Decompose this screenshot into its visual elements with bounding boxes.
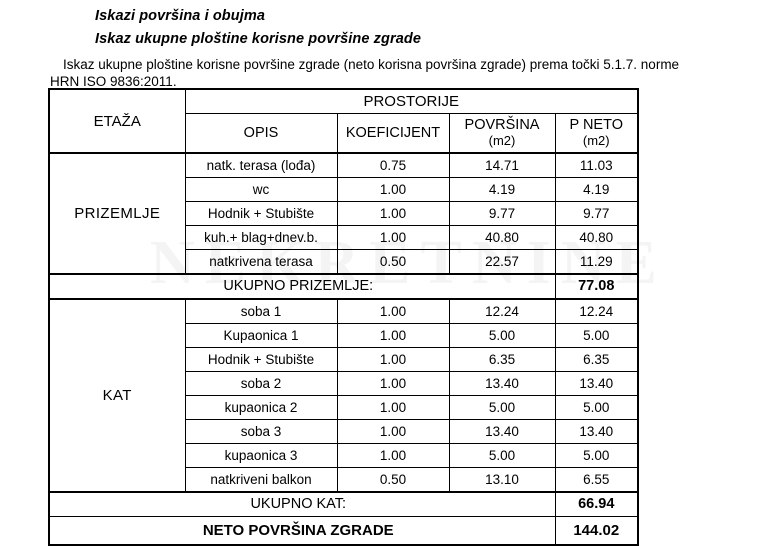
areas-table — [48, 88, 639, 546]
row-pneto: 5.00 — [555, 324, 638, 348]
row-pneto: 11.29 — [555, 250, 638, 275]
row-koeficijent: 1.00 — [337, 444, 449, 468]
row-koeficijent: 1.00 — [337, 348, 449, 372]
subtotal-value: 66.94 — [555, 492, 638, 517]
section-label-kat: KAT — [49, 299, 185, 492]
row-povrsina: 5.00 — [449, 396, 555, 420]
page-title: Iskazi površina i obujma — [95, 8, 266, 24]
row-pneto: 4.19 — [555, 178, 638, 202]
row-opis: soba 3 — [185, 420, 337, 444]
row-pneto: 13.40 — [555, 372, 638, 396]
total-label: NETO POVRŠINA ZGRADE — [49, 517, 555, 546]
table-row — [49, 153, 638, 178]
table-row — [49, 299, 638, 324]
header-prostorije: PROSTORIJE — [185, 89, 638, 114]
row-povrsina: 4.19 — [449, 178, 555, 202]
header-pneto-unit: (m2) — [582, 133, 610, 148]
row-povrsina: 5.00 — [449, 444, 555, 468]
row-pneto: 5.00 — [555, 444, 638, 468]
section-label-prizemlje: PRIZEMLJE — [49, 153, 185, 274]
header-etaza: ETAŽA — [49, 89, 185, 153]
row-opis: soba 2 — [185, 372, 337, 396]
page-subtitle: Iskaz ukupne ploštine korisne površine zgrade — [95, 31, 422, 47]
row-opis: kuh.+ blag+dnev.b. — [185, 226, 337, 250]
header-povrsina — [449, 114, 555, 154]
subtotal-label: UKUPNO KAT: — [49, 492, 555, 517]
header-opis: OPIS — [185, 114, 337, 154]
row-povrsina: 9.77 — [449, 202, 555, 226]
row-pneto: 5.00 — [555, 396, 638, 420]
row-opis: Hodnik + Stubište — [185, 202, 337, 226]
subtotal-label: UKUPNO PRIZEMLJE: — [49, 274, 555, 299]
intro-paragraph — [50, 56, 740, 90]
row-povrsina: 14.71 — [449, 153, 555, 178]
header-pneto — [555, 114, 638, 154]
row-pneto: 40.80 — [555, 226, 638, 250]
subtotal-row-kat — [49, 492, 638, 517]
row-povrsina: 6.35 — [449, 348, 555, 372]
row-koeficijent: 1.00 — [337, 372, 449, 396]
row-koeficijent: 1.00 — [337, 299, 449, 324]
row-koeficijent: 1.00 — [337, 178, 449, 202]
row-povrsina: 22.57 — [449, 250, 555, 275]
intro-line-2: HRN ISO 9836:2011. — [50, 74, 177, 89]
row-opis: soba 1 — [185, 299, 337, 324]
row-pneto: 6.35 — [555, 348, 638, 372]
row-koeficijent: 0.50 — [337, 468, 449, 493]
row-povrsina: 13.10 — [449, 468, 555, 493]
row-opis: wc — [185, 178, 337, 202]
row-pneto: 9.77 — [555, 202, 638, 226]
row-koeficijent: 1.00 — [337, 420, 449, 444]
row-koeficijent: 1.00 — [337, 396, 449, 420]
header-povrsina-line1: POVRŠINA — [464, 117, 540, 133]
row-povrsina: 13.40 — [449, 372, 555, 396]
row-opis: natk. terasa (lođa) — [185, 153, 337, 178]
total-value: 144.02 — [555, 517, 638, 546]
row-povrsina: 13.40 — [449, 420, 555, 444]
header-pneto-line1: P NETO — [569, 117, 623, 133]
row-pneto: 11.03 — [555, 153, 638, 178]
row-povrsina: 12.24 — [449, 299, 555, 324]
row-koeficijent: 0.75 — [337, 153, 449, 178]
row-pneto: 12.24 — [555, 299, 638, 324]
row-opis: natkrivena terasa — [185, 250, 337, 275]
header-povrsina-unit: (m2) — [488, 133, 516, 148]
row-pneto: 6.55 — [555, 468, 638, 493]
row-opis: Hodnik + Stubište — [185, 348, 337, 372]
row-pneto: 13.40 — [555, 420, 638, 444]
row-povrsina: 5.00 — [449, 324, 555, 348]
row-opis: kupaonica 2 — [185, 396, 337, 420]
row-opis: Kupaonica 1 — [185, 324, 337, 348]
header-koeficijent: KOEFICIJENT — [337, 114, 449, 154]
row-opis: kupaonica 3 — [185, 444, 337, 468]
row-koeficijent: 1.00 — [337, 202, 449, 226]
row-koeficijent: 0.50 — [337, 250, 449, 275]
subtotal-row-prizemlje — [49, 274, 638, 299]
intro-line-1: Iskaz ukupne ploštine korisne površine zgrade (neto korisna površina zgrade) prema točki 5.1.7. norme — [63, 57, 680, 72]
row-povrsina: 40.80 — [449, 226, 555, 250]
row-koeficijent: 1.00 — [337, 324, 449, 348]
row-koeficijent: 1.00 — [337, 226, 449, 250]
row-opis: natkriveni balkon — [185, 468, 337, 493]
subtotal-value: 77.08 — [555, 274, 638, 299]
table-header-row-1 — [49, 89, 638, 114]
